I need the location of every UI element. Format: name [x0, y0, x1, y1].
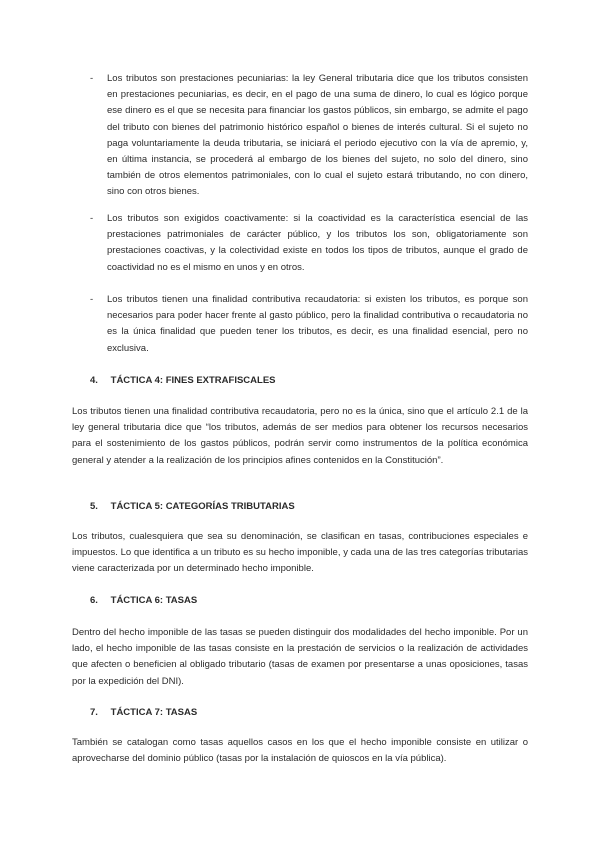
- section-title: TÁCTICA 5: CATEGORÍAS TRIBUTARIAS: [110, 501, 295, 512]
- section-heading: [90, 373, 276, 389]
- bullet-dash: -: [90, 294, 94, 305]
- section-paragraph: Dentro del hecho imponible de las tasas se pueden distinguir dos modalidades del hecho imponible. Por un lado, el hecho imponible de las tasas consiste en la prestación de servicios o la realización de actividades que afecten o beneficien al obligado tributario (tasas de examen por presentarse a unas oposiciones, tasas por la expedición del DNI).: [72, 627, 528, 687]
- bullet-dash: -: [90, 213, 94, 224]
- bullet-item: [90, 71, 528, 201]
- section-paragraph: También se catalogan como tasas aquellos casos en los que el hecho imponible consiste en utilizar o aprovecharse del dominio público (tasas por la instalación de quioscos en la vía pública).: [72, 737, 528, 765]
- bullet-text: Los tributos tienen una finalidad contributiva recaudatoria: si existen los tributos, es porque son necesarios para poder hacer frente al gasto público, pero la finalidad contributiva o recaudatoria no es la única finalidad que pueden tener los tributos, es decir, es una finalidad esencial, pero no exclusiva.: [107, 294, 528, 354]
- section-number: 6.: [90, 595, 98, 606]
- bullet-item: [90, 292, 528, 357]
- section-number: 4.: [90, 375, 98, 386]
- section-heading: [90, 499, 295, 515]
- bullet-text: Los tributos son prestaciones pecuniarias: la ley General tributaria dice que los tributos consisten en prestaciones pecuniarias, es decir, en el pago de una suma de dinero, lo cual es lógico porque ese dinero es el que se necesita para financiar los gastos públicos, sin embargo, se admite el pago del tributo con bienes del patrimonio histórico español o bienes de interés cultural. Si el sujeto no paga voluntariamente la deuda tributaria, se iniciará el periodo ejecutivo con la vía de apremio, y, en última instancia, se procederá al embargo de los bienes del sujeto, no solo del dinero, sino también de otros elementos patrimoniales, con lo cual el sujeto estará tributando, no con dinero, sino con otros bienes.: [107, 73, 528, 198]
- section-paragraph: Los tributos tienen una finalidad contributiva recaudatoria, pero no es la única, sino que el artículo 2.1 de la ley general tributaria dice que “los tributos, además de ser medios para obtener los recursos necesarios para el sostenimiento de los gastos públicos, podrán servir como instrumentos de la política económica general y atender a la realización de los principios afines contenidos en la Constitución”.: [72, 406, 528, 466]
- section-heading: [90, 705, 197, 721]
- section-title: TÁCTICA 7: TASAS: [110, 707, 198, 718]
- bullet-dash: -: [90, 73, 94, 84]
- section-number: 7.: [90, 707, 98, 718]
- bullet-item: [90, 211, 528, 276]
- bullet-text: Los tributos son exigidos coactivamente: si la coactividad es la característica esencial de las prestaciones patrimoniales de carácter público, y los tributos los son, obligatoriamente son prestaciones coactivas, y la colectividad existe en todos los tipos de tributos, aunque el grado de coactividad no es el mismo en unos y en otros.: [107, 213, 528, 273]
- section-heading: [90, 593, 197, 609]
- section-title: TÁCTICA 6: TASAS: [110, 595, 198, 606]
- section-paragraph: Los tributos, cualesquiera que sea su denominación, se clasifican en tasas, contribuciones especiales e impuestos. Lo que identifica a un tributo es su hecho imponible, y cada una de las tres categorías tributarias viene caracterizada por un determinado hecho imponible.: [72, 531, 528, 575]
- section-title: TÁCTICA 4: FINES EXTRAFISCALES: [110, 375, 276, 386]
- section-number: 5.: [90, 501, 98, 512]
